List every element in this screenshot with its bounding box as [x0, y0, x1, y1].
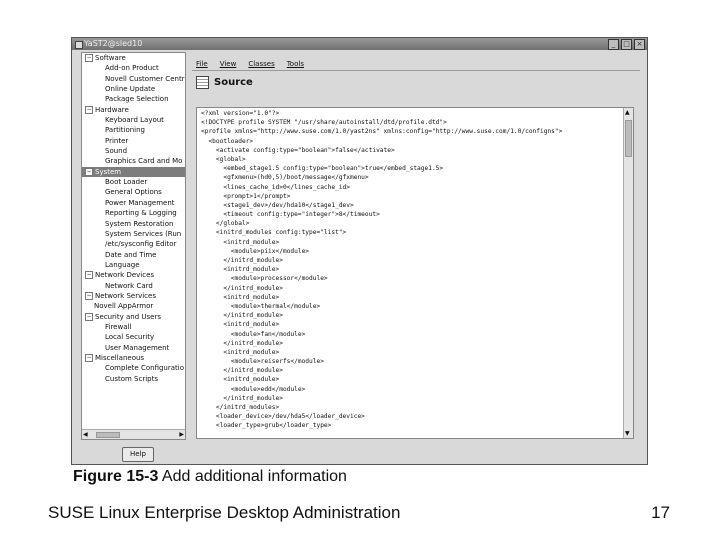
- code-line: <initrd_modules config:type="list">: [201, 229, 347, 237]
- code-line: <module>fan</module>: [201, 330, 306, 338]
- window-controls: [608, 39, 645, 50]
- tree-item-label: Local Security: [105, 333, 155, 342]
- scroll-down-icon[interactable]: ▼: [625, 430, 630, 437]
- tree-item[interactable]: [82, 332, 185, 342]
- code-line: <module>thermal</module>: [201, 302, 321, 310]
- tree-item-label: Boot Loader: [105, 178, 148, 187]
- tree-item[interactable]: [82, 343, 185, 353]
- code-line: <timeout config:type="integer">8</timeout>: [201, 211, 380, 219]
- code-line: </initrd_module>: [201, 257, 283, 264]
- tree-item-label: Software: [95, 54, 126, 62]
- code-line: <module>piix</module>: [201, 247, 310, 255]
- tree-item-label: Network Card: [105, 281, 153, 290]
- tree-item[interactable]: [82, 136, 185, 146]
- tree-item-label: Novell Customer Centr: [105, 74, 185, 83]
- tree-item-label: Reporting & Logging: [105, 209, 177, 218]
- code-line: <module>edd</module>: [201, 385, 306, 393]
- code-line: </initrd_module>: [201, 367, 283, 375]
- code-line: <initrd_module>: [201, 321, 280, 329]
- collapse-icon[interactable]: −: [86, 312, 92, 320]
- footer-title: SUSE Linux Enterprise Desktop Administration: [48, 503, 401, 522]
- tree-item[interactable]: [82, 74, 185, 84]
- tree-item-label: Graphics Card and Mo: [105, 157, 183, 166]
- code-line: <initrd_module>: [201, 376, 280, 384]
- tree-item-label: System Services (Run: [105, 229, 182, 238]
- editor-vertical-scrollbar[interactable]: [623, 108, 633, 438]
- tree-item-label: System: [95, 167, 122, 176]
- tree-item[interactable]: [82, 63, 185, 73]
- tree-group[interactable]: [82, 312, 185, 322]
- figure-label: Figure 15-3: [73, 468, 159, 485]
- tree-item[interactable]: [82, 187, 185, 197]
- tree-item[interactable]: [82, 198, 185, 208]
- tree-group[interactable]: [82, 105, 185, 115]
- tree-item-label: Package Selection: [105, 95, 169, 104]
- tree-item[interactable]: [82, 146, 185, 156]
- code-line: <prompt>1</prompt>: [201, 192, 291, 200]
- scroll-up-icon[interactable]: ▲: [625, 109, 630, 116]
- collapse-icon[interactable]: −: [86, 271, 92, 279]
- tree-item[interactable]: [82, 229, 185, 239]
- code-line: <loader_device>/dev/hda5</loader_device>: [201, 413, 365, 421]
- tree-horizontal-scrollbar[interactable]: [82, 429, 185, 439]
- collapse-icon[interactable]: −: [86, 353, 92, 361]
- code-line: <bootloader>: [201, 137, 254, 145]
- minimize-icon[interactable]: _: [608, 39, 619, 50]
- collapse-icon[interactable]: −: [86, 105, 92, 113]
- tree-item[interactable]: [82, 363, 185, 373]
- scroll-thumb[interactable]: [96, 432, 120, 438]
- source-header: [196, 75, 253, 89]
- tree-item[interactable]: [82, 219, 185, 229]
- code-line: <embed_stage1.5 config:type="boolean">true</embed_stage1.5>: [201, 165, 444, 173]
- scroll-left-icon[interactable]: ◀: [83, 431, 88, 438]
- maximize-icon[interactable]: □: [621, 39, 632, 50]
- tree-item-label: Firewall: [105, 322, 132, 331]
- yast-window: [71, 37, 648, 465]
- code-line: </initrd_modules>: [201, 404, 280, 411]
- tree-item[interactable]: [82, 177, 185, 187]
- tree-item-label: Add-on Product: [105, 64, 159, 73]
- code-line: </initrd_module>: [201, 394, 283, 402]
- tree-item-label: Date and Time: [105, 250, 157, 259]
- tree-item-label: Power Management: [105, 198, 175, 207]
- tree-item[interactable]: [82, 374, 185, 384]
- code-line: <initrd_module>: [201, 348, 280, 356]
- tree-group[interactable]: [82, 291, 185, 301]
- code-line: <initrd_module>: [201, 293, 280, 301]
- tree-item[interactable]: [82, 115, 185, 125]
- tree-item-label: User Management: [105, 343, 170, 352]
- tree-item-label: Keyboard Layout: [105, 116, 164, 125]
- tree-item[interactable]: [82, 84, 185, 94]
- tree-item-label: Miscellaneous: [95, 353, 145, 362]
- tree-item-label: Language: [105, 260, 140, 269]
- scroll-thumb[interactable]: [625, 120, 632, 157]
- code-line: </global>: [201, 220, 250, 228]
- code-line: <gfxmenu>(hd0,5)/boot/message</gfxmenu>: [201, 174, 369, 182]
- window-titlebar[interactable]: [72, 38, 647, 50]
- tree-group[interactable]: [82, 53, 185, 63]
- tree-item-label: Network Devices: [95, 271, 155, 280]
- help-button[interactable]: Help: [122, 447, 154, 462]
- code-line: <initrd_module>: [201, 266, 280, 274]
- page-number: 17: [651, 503, 670, 522]
- tree-item[interactable]: [82, 260, 185, 270]
- code-line: <module>processor</module>: [201, 275, 328, 283]
- tree-item-label: System Restoration: [105, 219, 174, 228]
- tree-item[interactable]: [82, 281, 185, 291]
- close-icon[interactable]: ×: [634, 39, 645, 50]
- menu-separator: [192, 70, 640, 71]
- code-line: <loader_type>grub</loader_type>: [201, 422, 332, 430]
- code-line: <activate config:type="boolean">false</activate>: [201, 146, 395, 154]
- code-line: </initrd_module>: [201, 312, 283, 320]
- tree-group[interactable]: [82, 353, 185, 363]
- code-line: <global>: [201, 155, 246, 163]
- code-line: <lines_cache_id>0</lines_cache_id>: [201, 183, 351, 191]
- figure-caption: [73, 468, 347, 486]
- menu-classes[interactable]: Classes: [248, 60, 275, 68]
- tree-item[interactable]: [82, 156, 185, 166]
- tree-group[interactable]: [82, 301, 185, 311]
- code-line: </initrd_module>: [201, 339, 283, 347]
- tree-item[interactable]: [82, 125, 185, 135]
- code-line: </initrd_module>: [201, 284, 283, 292]
- tree-item[interactable]: [82, 322, 185, 332]
- tree-item-label: Printer: [105, 136, 129, 145]
- tree-item[interactable]: [82, 239, 185, 249]
- xml-source-editor[interactable]: [196, 107, 634, 439]
- code-line: <module>reiserfs</module>: [201, 358, 324, 366]
- code-line: <initrd_module>: [201, 238, 280, 246]
- tree-item-label: Security and Users: [95, 312, 161, 321]
- module-tree[interactable]: [81, 52, 186, 440]
- code-line: <stage1_dev>/dev/hda10</stage1_dev>: [201, 201, 354, 209]
- tree-item-label: /etc/sysconfig Editor: [105, 240, 177, 249]
- code-line: <?xml version="1.0"?>: [201, 110, 280, 117]
- tree-item-label: Partitioning: [105, 126, 145, 135]
- tree-item-label: General Options: [105, 188, 162, 197]
- scroll-right-icon[interactable]: ▶: [179, 431, 184, 438]
- tree-item-label: Network Services: [95, 291, 156, 300]
- tree-item[interactable]: [82, 208, 185, 218]
- collapse-icon[interactable]: −: [86, 291, 92, 299]
- tree-item[interactable]: [82, 94, 185, 104]
- tree-item-label: Novell AppArmor: [94, 302, 154, 311]
- tree-item-label: Hardware: [95, 105, 129, 114]
- figure-text: Add additional information: [158, 468, 347, 485]
- xml-source-text: [201, 109, 621, 431]
- source-document-icon: [196, 76, 209, 89]
- menu-bar: [196, 58, 304, 70]
- section-title: Source: [214, 76, 253, 88]
- module-tree-list: [82, 53, 185, 384]
- tree-item-label: Complete Configuratio: [105, 364, 184, 373]
- tree-item-label: Custom Scripts: [105, 374, 158, 383]
- window-title: YaST2@sled10: [84, 39, 143, 48]
- collapse-icon[interactable]: −: [86, 167, 92, 175]
- window-menu-icon[interactable]: [75, 41, 83, 49]
- menu-tools[interactable]: Tools: [286, 60, 304, 68]
- menu-file[interactable]: File: [196, 60, 208, 68]
- tree-group[interactable]: [82, 167, 185, 177]
- code-line: <!DOCTYPE profile SYSTEM "/usr/share/autoinstall/dtd/profile.dtd">: [201, 119, 447, 127]
- tree-item-label: Sound: [105, 147, 128, 156]
- tree-item[interactable]: [82, 250, 185, 260]
- menu-view[interactable]: View: [219, 60, 237, 68]
- tree-item-label: Online Update: [105, 85, 156, 94]
- code-line: <profile xmlns="http://www.suse.com/1.0/yast2ns" xmlns:config="http://www.suse.com/1.0/configns">: [201, 128, 563, 136]
- collapse-icon[interactable]: −: [86, 54, 92, 61]
- tree-group[interactable]: [82, 270, 185, 280]
